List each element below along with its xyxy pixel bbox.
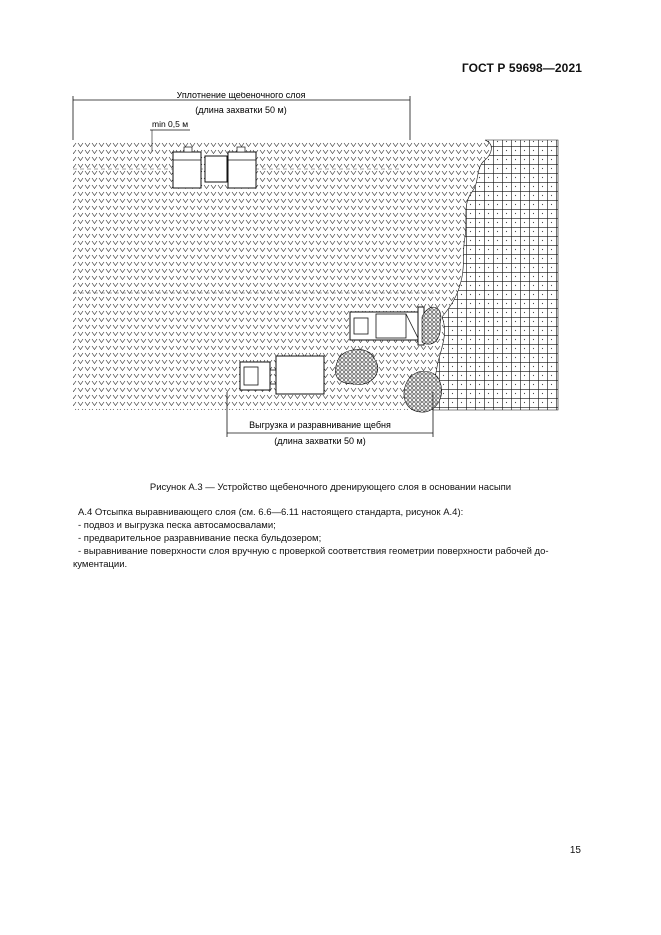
bottom-label-line1: Выгрузка и разравнивание щебня: [249, 420, 391, 430]
dump-truck-icon: [240, 356, 324, 394]
gravel-pile-icon: [335, 349, 377, 384]
figure-caption: Рисунок А.3 — Устройство щебеночного дренирующего слоя в основании насыпи: [149, 482, 512, 493]
top-dimension: [73, 92, 410, 140]
list-item: - выравнивание поверхности слоя вручную с проверкой соответствия геометрии поверхности рабочей до-: [78, 546, 549, 557]
figure-a3: [70, 92, 570, 448]
min-label: min 0,5 м: [152, 119, 189, 129]
page-number: 15: [569, 845, 581, 856]
bulldozer-icon: [350, 307, 424, 345]
bottom-label-line2: (длина захватки 50 м): [274, 436, 366, 446]
paragraph: А.4 Отсыпка выравнивающего слоя (см. 6.6—6.11 настоящего стандарта, рисунок А.4):: [78, 507, 464, 518]
list-item-continuation: кументации.: [73, 559, 128, 570]
top-label-line2: (длина захватки 50 м): [195, 105, 287, 115]
gravel-pile-icon: [404, 371, 442, 412]
body-text: [73, 506, 583, 571]
list-item: - предварительное разравнивание песка бульдозером;: [78, 533, 322, 544]
list-item: - подвоз и выгрузка песка автосамосвалами;: [78, 520, 276, 531]
top-label-line1: Уплотнение щебеночного слоя: [176, 92, 306, 100]
standard-number: ГОСТ Р 59698—2021: [461, 61, 582, 75]
